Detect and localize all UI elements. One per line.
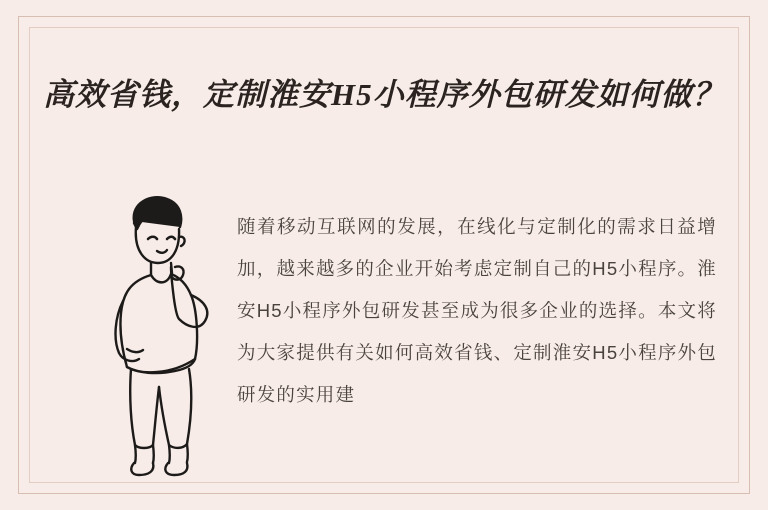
article-card [18, 16, 750, 494]
thinking-person-illustration [79, 181, 239, 481]
article-body-area [19, 167, 731, 487]
page-title: 高效省钱，定制淮安H5小程序外包研发如何做？ [43, 76, 725, 112]
article-paragraph: 随着移动互联网的发展，在线化与定制化的需求日益增加，越来越多的企业开始考虑定制自己的H5小程序。淮安H5小程序外包研发甚至成为很多企业的选择。本文将为大家提供有关如何高效省钱、定制淮安H5小程序外包研发的实用建 [237, 215, 717, 405]
